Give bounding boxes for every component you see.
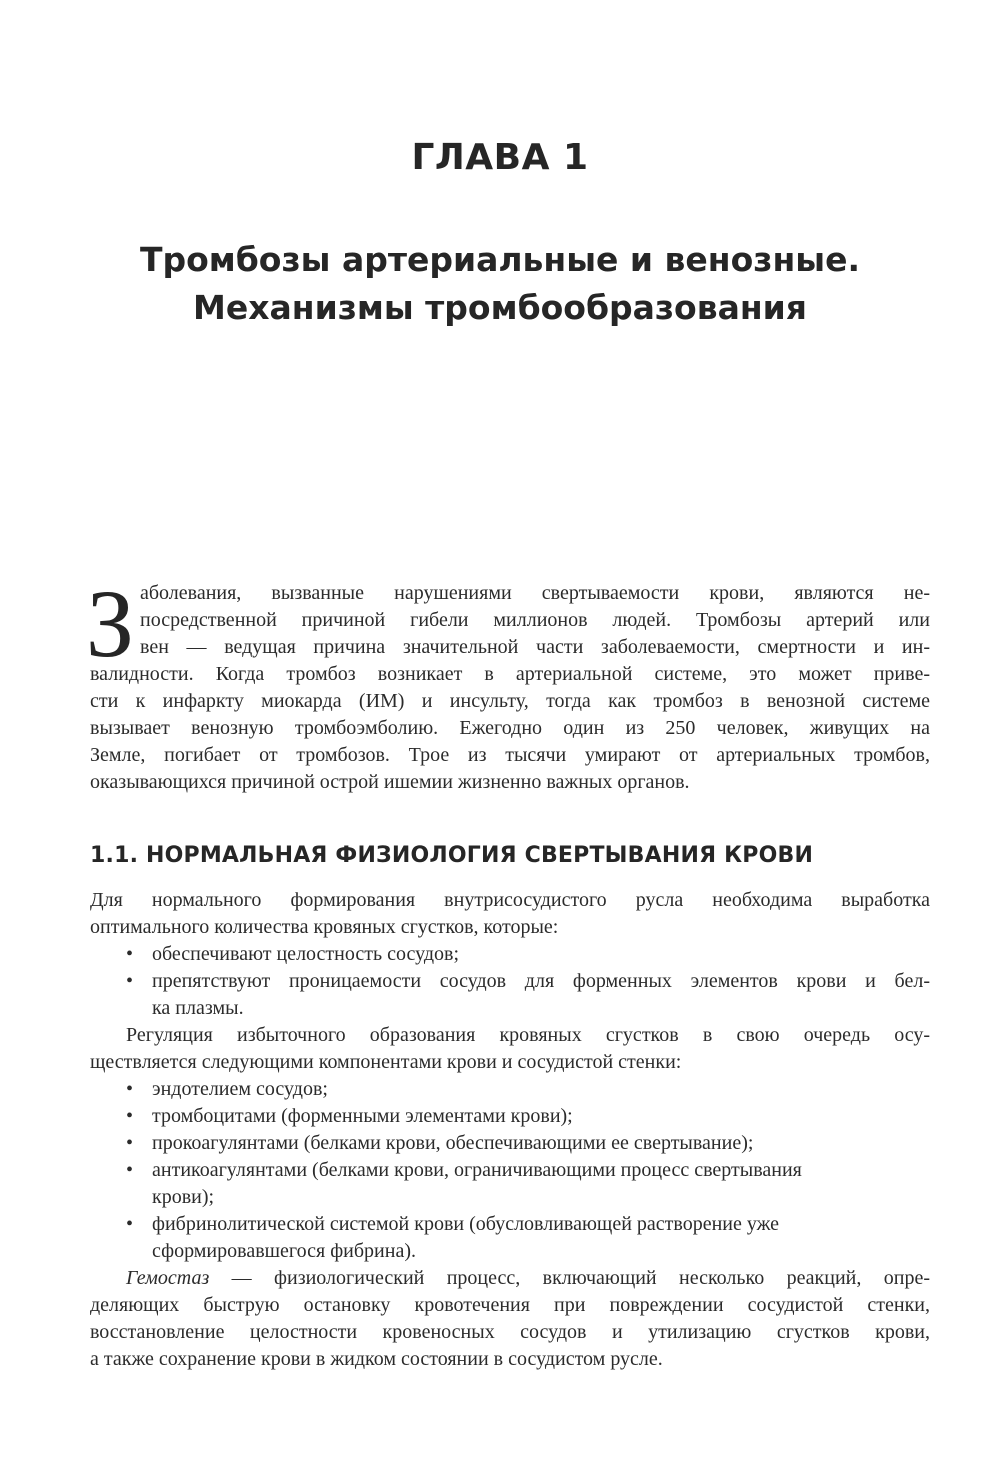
drop-cap: З bbox=[86, 570, 135, 677]
list-item bbox=[90, 968, 930, 995]
chapter-label: ГЛАВА 1 bbox=[411, 137, 589, 178]
list-item-text: обеспечивают целостность сосудов; bbox=[152, 943, 460, 965]
list-item-text: эндотелием сосудов; bbox=[152, 1078, 328, 1100]
list-item-continuation: крови); bbox=[152, 1186, 215, 1208]
paragraph-line: Для нормального формирования внутрисосудистого русла необходима выработка bbox=[90, 889, 930, 911]
section-heading: 1.1. НОРМАЛЬНАЯ ФИЗИОЛОГИЯ СВЕРТЫВАНИЯ КРОВИ bbox=[90, 843, 814, 868]
list-item-text: фибринолитической системой крови (обусловливающей растворение уже bbox=[152, 1213, 780, 1235]
paragraph-line-rest: — физиологический процесс, включающий несколько реакций, опре- bbox=[209, 1267, 930, 1289]
term-hemostasis: Гемостаз bbox=[126, 1267, 210, 1289]
intro-line: валидности. Когда тромбоз возникает в артериальной системе, это может приве- bbox=[90, 663, 930, 685]
paragraph-line: восстановление целостности кровеносных сосудов и утилизацию сгустков крови, bbox=[90, 1321, 930, 1343]
bullet-icon: • bbox=[126, 943, 134, 965]
bullet-icon: • bbox=[126, 1078, 134, 1100]
intro-line: вен — ведущая причина значительной части заболеваемости, смертности и ин- bbox=[140, 636, 930, 658]
chapter-title bbox=[0, 236, 1000, 332]
list-item-text: прокоагулянтами (белками крови, обеспечивающими ее свертывание); bbox=[152, 1132, 754, 1154]
section-body bbox=[90, 887, 930, 1373]
list-item bbox=[90, 1076, 930, 1103]
bullet-icon: • bbox=[126, 970, 134, 992]
list-item bbox=[90, 1103, 930, 1130]
paragraph-line: ществляется следующими компонентами крови и сосудистой стенки: bbox=[90, 1051, 682, 1073]
intro-line: аболевания, вызванные нарушениями свертываемости крови, являются не- bbox=[140, 582, 930, 604]
list-item bbox=[90, 1130, 930, 1157]
paragraph-line: Регуляция избыточного образования кровяных сгустков в свою очередь осу- bbox=[126, 1024, 930, 1046]
bullet-icon: • bbox=[126, 1213, 134, 1235]
list-item-text: препятствуют проницаемости сосудов для форменных элементов крови и бел- bbox=[152, 970, 930, 992]
intro-line: вызывает венозную тромбоэмболию. Ежегодно один из 250 человек, живущих на bbox=[90, 717, 930, 739]
list-item-text: антикоагулянтами (белками крови, ограничивающими процесс свертывания bbox=[152, 1159, 802, 1181]
list-item-continuation: ка плазмы. bbox=[152, 997, 244, 1019]
paragraph-line: оптимального количества кровяных сгустков, которые: bbox=[90, 916, 559, 938]
paragraph-line bbox=[90, 1265, 930, 1292]
bullet-icon: • bbox=[126, 1105, 134, 1127]
chapter-title-line: Механизмы тромбообразования bbox=[193, 288, 807, 327]
list-item bbox=[90, 1211, 930, 1238]
paragraph-line: а также сохранение крови в жидком состоянии в сосудистом русле. bbox=[90, 1348, 663, 1370]
intro-line: посредственной причиной гибели миллионов людей. Тромбозы артерий или bbox=[140, 609, 930, 631]
bullet-icon: • bbox=[126, 1159, 134, 1181]
list-item bbox=[90, 1157, 930, 1184]
chapter-title-line: Тромбозы артериальные и венозные. bbox=[139, 240, 861, 279]
intro-line: оказывающихся причиной острой ишемии жизненно важных органов. bbox=[90, 771, 690, 793]
list-item-continuation: сформировавшегося фибрина). bbox=[152, 1240, 416, 1262]
intro-line: Земле, погибает от тромбозов. Трое из тысячи умирают от артериальных тромбов, bbox=[90, 744, 930, 766]
intro-line: сти к инфаркту миокарда (ИМ) и инсульту, тогда как тромбоз в венозной системе bbox=[90, 690, 930, 712]
paragraph-line: деляющих быструю остановку кровотечения при повреждении сосудистой стенки, bbox=[90, 1294, 930, 1316]
list-item-text: тромбоцитами (форменными элементами крови); bbox=[152, 1105, 573, 1127]
list-item bbox=[90, 941, 930, 968]
intro-paragraph bbox=[86, 570, 930, 796]
bullet-icon: • bbox=[126, 1132, 134, 1154]
